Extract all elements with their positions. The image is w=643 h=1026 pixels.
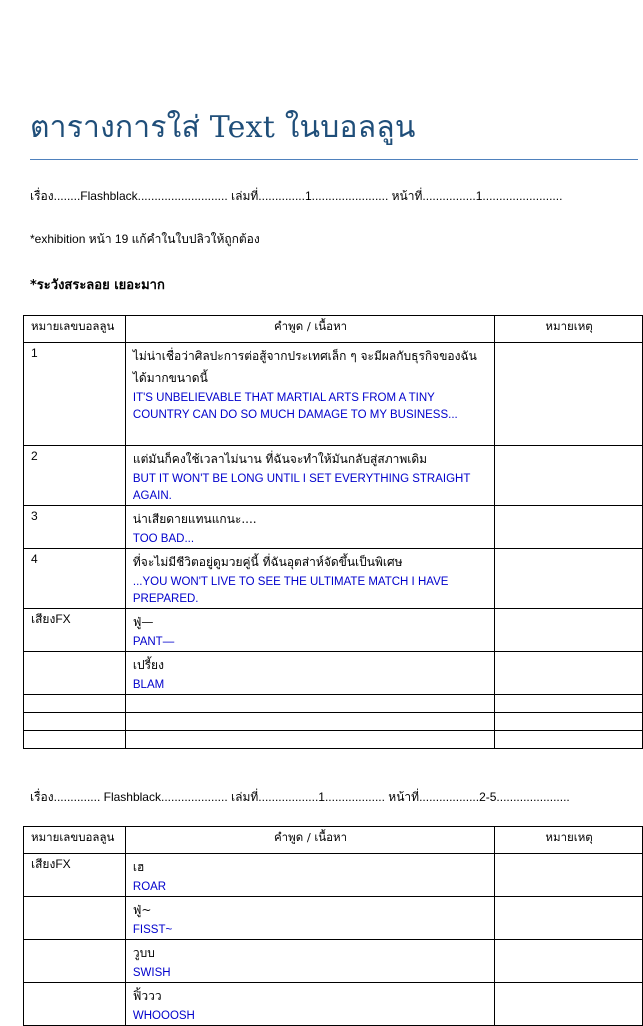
thai-text: ไม่น่าเชื่อว่าศิลปะการต่อสู้จากประเทศเล็ก ๆ จะมีผลกับธุรกิจของฉันได้มากขนาดนี้ <box>132 349 477 385</box>
section1-note: *exhibition หน้า 19 แก้คำในใบปลิวให้ถูกต้อง <box>30 232 260 246</box>
header-content: คำพูด / เนื้อหา <box>125 827 494 854</box>
english-text: ...YOU WON'T LIVE TO SEE THE ULTIMATE MATCH I HAVE PREPARED. <box>132 576 449 605</box>
thai-text: ฟิ้ววว <box>132 989 162 1003</box>
english-text: WHOOOSH <box>132 1010 195 1022</box>
balloon-remarks <box>495 343 643 446</box>
table-row <box>24 940 643 983</box>
title-divider <box>30 159 638 160</box>
balloon-number: เสียงFX <box>24 854 126 897</box>
balloon-number: เสียงFX <box>24 609 126 652</box>
balloon-content <box>125 854 494 897</box>
thai-text: เฮ <box>132 860 145 874</box>
balloon-content <box>125 446 494 506</box>
table-row <box>24 549 643 609</box>
table-row <box>24 506 643 549</box>
balloon-remarks <box>495 446 643 506</box>
table-header-row <box>24 827 643 854</box>
balloon-content <box>125 983 494 1026</box>
balloon-remarks <box>495 609 643 652</box>
header-content: คำพูด / เนื้อหา <box>125 316 494 343</box>
table-row <box>24 652 643 695</box>
english-text: IT'S UNBELIEVABLE THAT MARTIAL ARTS FROM A TINY COUNTRY CAN DO SO MUCH DAMAGE TO MY BUSINESS... <box>132 392 458 421</box>
balloon-content <box>125 609 494 652</box>
balloon-number <box>24 983 126 1026</box>
header-remarks: หมายเหตุ <box>495 316 643 343</box>
thai-text: แต่มันก็คงใช้เวลาไม่นาน ที่ฉันจะทำให้มันกลับสู่สภาพเดิม <box>132 452 428 466</box>
section2-meta: เรื่อง.............. Flashblack.................... เล่มที่..................1.................. หน้าที่..................2-5...................... <box>30 790 570 804</box>
english-text: PANT— <box>132 636 175 648</box>
balloon-number: 2 <box>24 446 126 506</box>
balloon-number: 4 <box>24 549 126 609</box>
balloon-content <box>125 343 494 446</box>
balloon-table-2 <box>23 826 643 1026</box>
thai-text: น่าเสียดายแทนแกนะ.... <box>132 512 257 526</box>
thai-text: ฟู่~ <box>132 903 152 917</box>
balloon-remarks <box>495 940 643 983</box>
header-remarks: หมายเหตุ <box>495 827 643 854</box>
balloon-remarks <box>495 549 643 609</box>
section1-meta: เรื่อง........Flashblack........................... เล่มที่..............1....................... หน้าที่................1........................ <box>30 189 563 203</box>
table-row <box>24 343 643 446</box>
table-row <box>24 897 643 940</box>
empty-row <box>24 731 643 749</box>
empty-row <box>24 695 643 713</box>
balloon-content <box>125 549 494 609</box>
balloon-remarks <box>495 854 643 897</box>
english-text: FISST~ <box>132 924 173 936</box>
english-text: TOO BAD... <box>132 533 195 545</box>
balloon-number: 3 <box>24 506 126 549</box>
document-title: ตารางการใส่ Text ในบอลลูน <box>30 110 416 145</box>
table-row <box>24 983 643 1026</box>
section1-warning: *ระวังสระลอย เยอะมาก <box>30 278 165 293</box>
thai-text: วูบบ <box>132 946 155 960</box>
balloon-content <box>125 897 494 940</box>
table-row <box>24 854 643 897</box>
balloon-number <box>24 897 126 940</box>
table-row <box>24 609 643 652</box>
english-text: SWISH <box>132 967 171 979</box>
header-balloon-number: หมายเลขบอลลูน <box>24 827 126 854</box>
balloon-content <box>125 652 494 695</box>
balloon-number <box>24 652 126 695</box>
empty-row <box>24 713 643 731</box>
balloon-remarks <box>495 983 643 1026</box>
balloon-remarks <box>495 506 643 549</box>
balloon-table-1 <box>23 315 643 749</box>
balloon-remarks <box>495 652 643 695</box>
table-row <box>24 446 643 506</box>
balloon-remarks <box>495 897 643 940</box>
balloon-content <box>125 506 494 549</box>
table-header-row <box>24 316 643 343</box>
english-text: BUT IT WON'T BE LONG UNTIL I SET EVERYTHING STRAIGHT AGAIN. <box>132 473 471 502</box>
thai-text: ฟู่— <box>132 615 154 629</box>
header-balloon-number: หมายเลขบอลลูน <box>24 316 126 343</box>
balloon-number: 1 <box>24 343 126 446</box>
english-text: ROAR <box>132 881 167 893</box>
thai-text: เปรี้ยง <box>132 658 164 672</box>
balloon-number <box>24 940 126 983</box>
english-text: BLAM <box>132 679 165 691</box>
thai-text: ที่จะไม่มีชีวิตอยู่ดูมวยคู่นี้ ที่ฉันอุตส่าห์จัดขึ้นเป็นพิเศษ <box>132 555 403 569</box>
balloon-content <box>125 940 494 983</box>
